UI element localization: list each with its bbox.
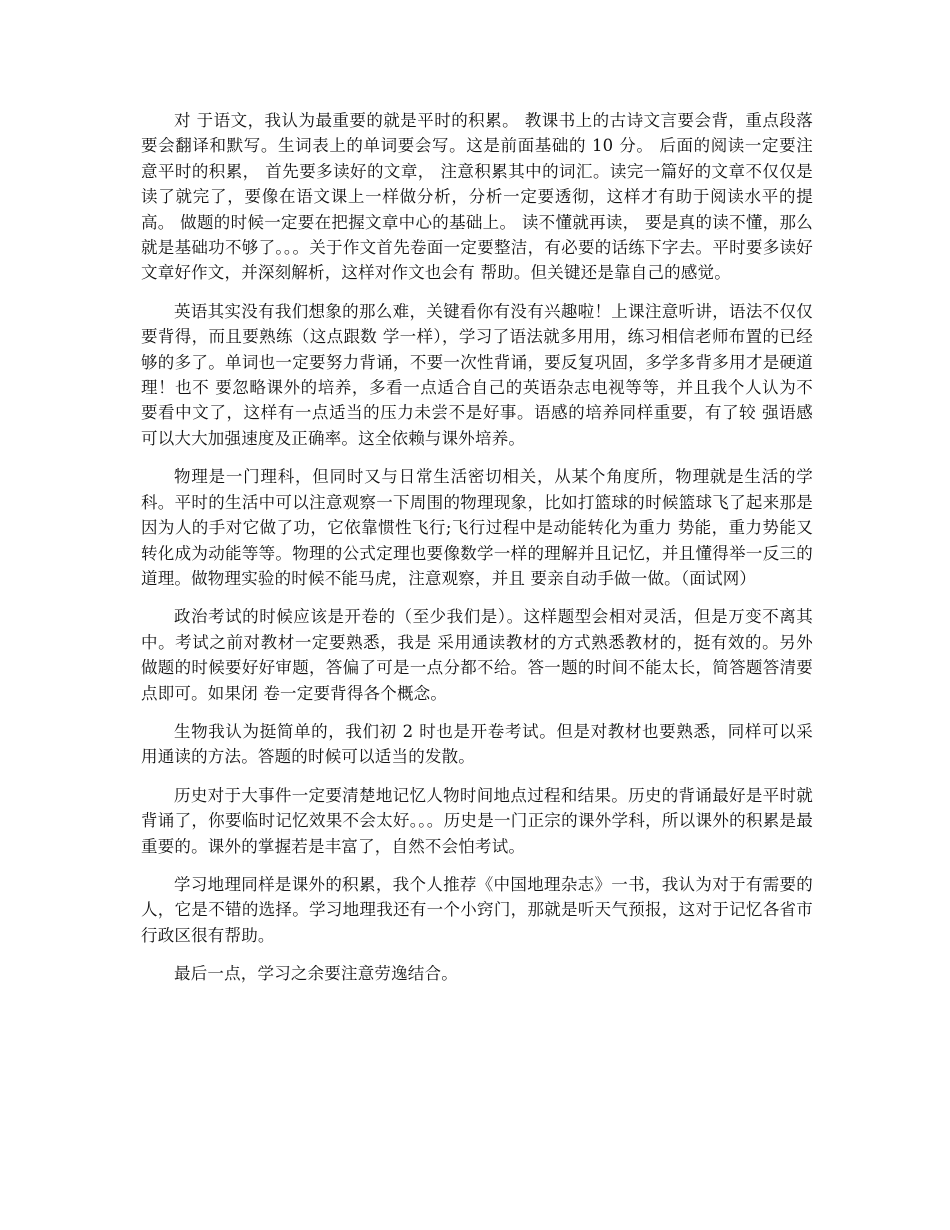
paragraph-history: 历史对于大事件一定要清楚地记忆人物时间地点过程和结果。历史的背诵最好是平时就背诵了，你要临时记忆效果不会太好。。。历史是一门正宗的课外学科，所以课外的积累是最重要的。课外的掌握若是丰富了，自然不会怕考试。 <box>141 785 813 856</box>
paragraph-chinese: 对 于语文，我认为最重要的就是平时的积累。 教课书上的古诗文言要会背，重点段落要会翻译和默写。生词表上的单词要会写。这是前面基础的 10 分。 后面的阅读一定要注意平时的积累， 首先要多读好的文章， 注意积累其中的词汇。读完一篇好的文章不仅仅是读了就完了，要像在语文课上一样做分析，分析一定要透彻，这样才有助于阅读水平的提高。 做题的时候一定要在把握文章中心的基础上。 读不懂就再读， 要是真的读不懂，那么就是基础功不够了。。。关于作文首先卷面一定要整洁，有必要的话练下字去。平时要多读好文章好作文，并深刻解析，这样对作文也会有 帮助。但关键还是靠自己的感觉。 <box>141 111 813 283</box>
paragraph-physics: 物理是一门理科，但同时又与日常生活密切相关，从某个角度所，物理就是生活的学 科。平时的生活中可以注意观察一下周围的物理现象，比如打篮球的时候篮球飞了起来那是因为人的手对它做了功，它依靠惯性飞行;飞行过程中是动能转化为重力 势能，重力势能又转化成为动能等等。物理的公式定理也要像数学一样的理解并且记忆，并且懂得举一反三的道理。做物理实验的时候不能马虎，注意观察，并且 要亲自动手做一做。（面试网） <box>141 467 813 588</box>
paragraph-english: 英语其实没有我们想象的那么难，关键看你有没有兴趣啦！上课注意听讲，语法不仅仅要背得，而且要熟练（这点跟数 学一样），学习了语法就多用用，练习相信老师布置的已经够的多了。单词也一定要努力背诵，不要一次性背诵，要反复巩固，多学多背多用才是硬道理！也不 要忽略课外的培养，多看一点适合自己的英语杂志电视等等，并且我个人认为不要看中文了，这样有一点适当的压力未尝不是好事。语感的培养同样重要，有了较 强语感可以大大加强速度及正确率。这全依赖与课外培养。 <box>141 301 813 448</box>
paragraph-conclusion: 最后一点，学习之余要注意劳逸结合。 <box>174 964 458 984</box>
paragraph-biology: 生物我认为挺简单的，我们初 2 时也是开卷考试。但是对教材也要熟悉，同样可以采用通读的方法。答题的时候可以适当的发散。 <box>141 721 813 767</box>
document-page <box>141 108 813 1000</box>
paragraph-geography: 学习地理同样是课外的积累，我个人推荐《中国地理杂志》一书，我认为对于有需要的人，它是不错的选择。学习地理我还有一个小窍门，那就是听天气预报，这对于记忆各省市行政区很有帮助。 <box>141 874 813 945</box>
paragraph-politics: 政治考试的时候应该是开卷的（至少我们是）。这样题型会相对灵活，但是万变不离其中。考试之前对教材一定要熟悉，我是 采用通读教材的方式熟悉教材的，挺有效的。另外做题的时候要好好审题，答偏了可是一点分都不给。答一题的时间不能太长，简答题答清要点即可。如果闭 卷一定要背得各个概念。 <box>141 607 813 703</box>
